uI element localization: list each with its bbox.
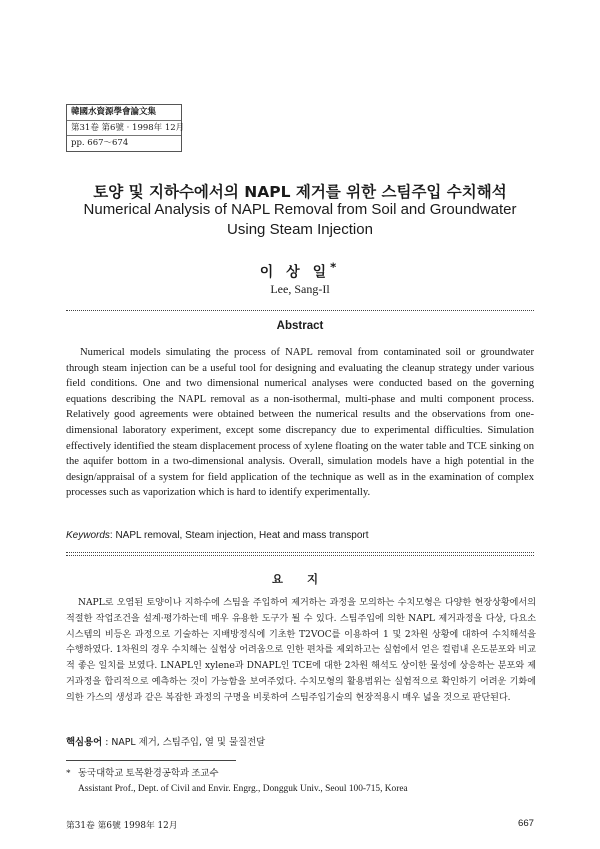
author-korean-name: 이 상 일: [259, 264, 331, 281]
divider-abstract-end: [66, 552, 534, 553]
korean-keywords-label: 핵심용어: [66, 737, 103, 748]
footer-journal-issue: 第31卷 第6號 1998年 12月: [66, 821, 178, 831]
abstract-keywords: [66, 530, 534, 541]
korean-keywords: [66, 734, 536, 748]
korean-keywords-text: : NAPL 제거, 스팀주입, 열 및 물질전달: [105, 737, 266, 748]
abstract-body: Numerical models simulating the process of NAPL removal from contaminated soil or groundwater through steam injection can be a useful tool for designing and evaluating the cleanup strategy under various field conditions. One and two dimensional numerical analyses were conducted based on the governing equations describing the NAPL removal as a non-isothermal, multi-phase and multi component process. Relatively good agreements were obtained between the numerical results and the observations from one-dimensional laboratory experiment, except some discrepancy due to experimental difficulties. Simulation effectively identified the steam displacement process of xylene floating on the water table and TCE sinking on the aquifer bottom in a two-dimensional analysis. Overall, simulation models have a high potential in the design/appraisal of a system for field application of the technique as well as in the examination of complex processes such as vaporization which is hard to identify experimentally.: [66, 347, 534, 499]
abstract-heading: Abstract: [276, 320, 324, 332]
footnote-rule: [66, 760, 236, 761]
page-number: 667: [517, 818, 534, 829]
author-footnote: [66, 767, 536, 797]
title-english: Numerical Analysis of NAPL Removal from Soil and Groundwater Using Steam Injection: [83, 201, 517, 238]
footnote-affiliation-english: Assistant Prof., Dept. of Civil and Envir. Engrg., Dongguk Univ., Seoul 100-715, Korea: [78, 784, 408, 794]
divider-abstract-end-2: [66, 555, 534, 556]
korean-summary-heading: 요 지: [271, 572, 329, 586]
journal-volume: 第31卷 第6號 · 1998年 12月: [67, 121, 181, 137]
author-footnote-marker: *: [330, 260, 341, 274]
divider-top: [66, 310, 534, 311]
keywords-text: : NAPL removal, Steam injection, Heat and mass transport: [109, 530, 369, 541]
korean-summary-body: NAPL로 오염된 토양이나 지하수에 스팀을 주입하여 제거하는 과정을 모의하는 수치모형은 다양한 현장상황에서의 적절한 작업조건을 설계·평가하는데 매우 유용한 도구가 될 수 있다. 스팀주입에 의한 NAPL 제거과정을 다상, 다요소 시스템의 비등온 과정으로 기술하는 지배방정식에 기초한 T2VOC를 이용하여 1 및 2차원 상황에 대하여 수치해석을 수행하였다. 1차원의 경우 수치해는 실험상 어려움으로 인한 편차를 제외하고는 실험에서 얻은 컬럼내 온도분포와 비교적 좋은 일치를 보였다. LNAPL인 xylene과 DNAPL인 TCE에 대한 2차원 해석도 상이한 물성에 상응하는 분포와 제거과정을 합리적으로 예측하는 것이 가능함을 보여주었다. 수치모형의 활용범위는 실험적으로 확인하기 어려운 기화에 의한 가스의 생성과 같은 복잡한 과정의 구명을 비롯하여 스팀주입기술의 현장적용시 매우 넓을 것으로 판단된다.: [66, 598, 536, 703]
footnote-marker: *: [66, 769, 71, 779]
journal-citation-box: [66, 104, 185, 152]
author-english: Lee, Sang-Il: [270, 282, 330, 296]
author-korean: [0, 260, 600, 282]
journal-pages: pp. 667～674: [71, 138, 129, 149]
title-korean: 토양 및 지하수에서의 NAPL 제거를 위한 스팀주입 수치해석: [93, 183, 507, 201]
keywords-label: Keywords: [66, 530, 110, 541]
footnote-affiliation-korean: 동국대학교 토목환경공학과 조교수: [78, 769, 219, 779]
journal-name: 韓國水資源學會論文集: [67, 105, 181, 121]
